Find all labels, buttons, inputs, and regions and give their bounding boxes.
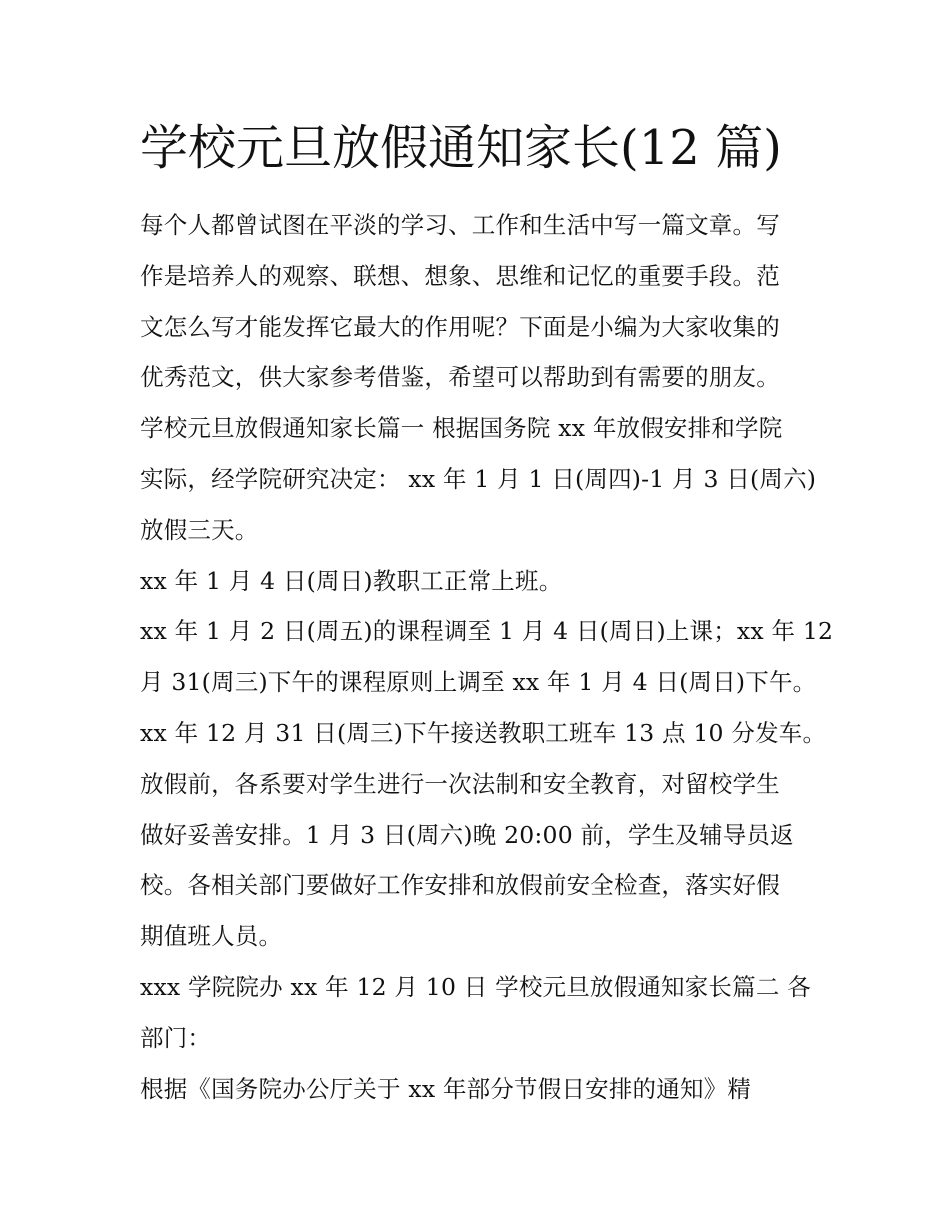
text-line: 学校元旦放假通知家长篇一 根据国务院 xx 年放假安排和学院 xyxy=(140,414,783,443)
text-line: 优秀范文，供大家参考借鉴，希望可以帮助到有需要的朋友。 xyxy=(140,363,780,392)
text-line: 月 31(周三)下午的课程原则上调至 xx 年 1 月 4 日(周日)下午。 xyxy=(140,668,817,697)
text-line: 根据《国务院办公厅关于 xx 年部分节假日安排的通知》精 xyxy=(140,1074,752,1103)
text-line: 部门： xyxy=(140,1023,212,1052)
text-line: 校。各相关部门要做好工作安排和放假前安全检查，落实好假 xyxy=(140,871,780,900)
text-line: xx 年 12 月 31 日(周三)下午接送教职工班车 13 点 10 分发车。 xyxy=(140,718,827,747)
text-line: 做好妥善安排。1 月 3 日(周六)晚 20:00 前，学生及辅导员返 xyxy=(140,820,794,849)
text-line: 每个人都曾试图在平淡的学习、工作和生活中写一篇文章。写 xyxy=(140,211,780,239)
text-line: 放假三天。 xyxy=(140,515,259,544)
text-line: 实际，经学院研究决定： xx 年 1 月 1 日(周四)-1 月 3 日(周六) xyxy=(140,464,817,493)
document-body xyxy=(140,200,834,1114)
text-line: 作是培养人的观察、联想、想象、思维和记忆的重要手段。范 xyxy=(140,261,780,290)
text-line: xxx 学院院办 xx 年 12 月 10 日 学校元旦放假通知家长篇二 各 xyxy=(140,972,811,1001)
text-line: 期值班人员。 xyxy=(140,922,283,951)
page-title: 学校元旦放假通知家长(12 篇) xyxy=(140,120,782,176)
text-line: xx 年 1 月 2 日(周五)的课程调至 1 月 4 日(周日)上课；xx 年 12 xyxy=(140,617,834,646)
text-line: 文怎么写才能发挥它最大的作用呢？下面是小编为大家收集的 xyxy=(140,312,780,341)
text-line: xx 年 1 月 4 日(周日)教职工正常上班。 xyxy=(140,566,563,595)
text-line: 放假前，各系要对学生进行一次法制和安全教育，对留校学生 xyxy=(140,769,780,798)
